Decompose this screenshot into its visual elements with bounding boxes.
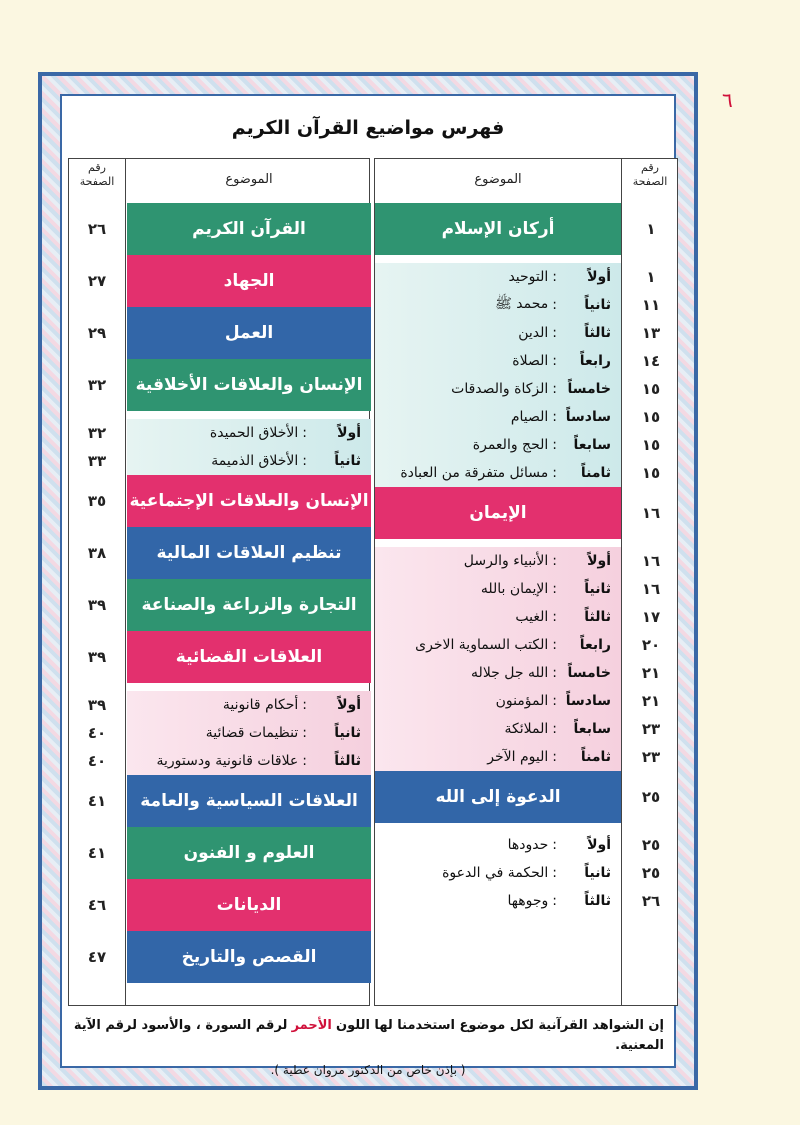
subtopic-title: الله جل جلاله [471,665,549,681]
page-number-cell: ٢٩ [87,324,107,342]
colon-separator: : [552,609,557,625]
section-title: القصص والتاريخ [181,947,317,967]
subtopic-row [375,347,621,375]
page-number-cell: ٤١ [87,844,107,862]
page-number-cell: ٣٢ [87,424,107,442]
ordinal-label: ثالثاً [334,753,361,769]
colon-separator: : [552,269,557,285]
section-heading [127,631,371,683]
credit-line: ( بإذن خاص من الدكتور مروان عطية ). [270,1063,466,1077]
colon-separator: : [552,581,557,597]
subtopic-title: الكتب السماوية الاخرى [415,637,549,653]
section-title: أركان الإسلام [441,219,555,239]
subtopic-title: المؤمنون [495,693,549,709]
page-number-cell: ٢٥ [641,788,661,806]
subtopic-row [375,575,621,603]
section-title: الجهاد [223,271,275,291]
page-number-cell: ١٣ [641,324,661,342]
page-number-cell: ٤٠ [87,752,107,770]
subtopic-row [375,859,621,887]
section-heading [127,475,371,527]
section-title: العلاقات القضائية [175,647,323,667]
section-heading [127,359,371,411]
subtopic-row [375,743,621,771]
page-number-cell: ١١ [641,296,661,314]
page-number-cell: ٤٠ [87,724,107,742]
page-number-cell: ١٧ [641,608,661,626]
subtopic-title: تنظيمات قضائية [205,725,299,741]
colon-separator: : [552,553,557,569]
page-number-cell: ٢٦ [87,220,107,238]
footer-text [72,1016,664,1056]
page-number-cell: ١٥ [641,464,661,482]
subtopic-row [375,715,621,743]
colon-separator: : [552,749,557,765]
section-heading [127,775,371,827]
subtopic-title: مسائل متفرقة من العبادة [400,465,549,481]
subtopic-title: الأخلاق الحميدة [209,425,299,441]
footer-note [62,1016,674,1080]
page-number-cell: ٢١ [641,692,661,710]
section-heading [375,203,621,255]
section-title: الإنسان والعلاقات الإجتماعية [129,491,369,511]
note-before: إن الشواهد القرآنية لكل موضوع استخدمنا لها اللون [336,1018,664,1033]
subtopic-row [127,447,371,475]
page-number-cell: ٤٧ [87,948,107,966]
subtopic-row [375,263,621,291]
subtopic-row [375,459,621,487]
section-heading [127,579,371,631]
subtopic-row [375,375,621,403]
section-heading [127,255,371,307]
ordinal-label: أولاً [337,697,361,713]
subtopic-row [127,691,371,719]
note-red-word: الأحمر [291,1018,332,1033]
subtopic-title: الحكمة في الدعوة [442,865,549,881]
colon-separator: : [552,325,557,341]
section-heading [375,487,621,539]
page-number-cell: ١٥ [641,436,661,454]
colon-separator: : [552,297,557,313]
page-number-cell: ٣٥ [87,492,107,510]
section-heading [127,203,371,255]
section-heading [127,931,371,983]
page-number-cell: ١٥ [641,380,661,398]
subtopic-row [375,831,621,859]
ordinal-label: ثانياً [584,865,611,881]
colon-separator: : [302,753,307,769]
subtopic-title: اليوم الآخر [487,749,549,765]
subtopic-title: أحكام قانونية [222,697,299,713]
page-number-cell: ٢٠ [641,636,661,654]
section-title: القرآن الكريم [192,219,306,239]
page-number-cell: ٣٨ [87,544,107,562]
ordinal-label: سابعاً [573,721,611,737]
section-heading [127,307,371,359]
page-title: فهرس مواضيع القرآن الكريم [231,117,505,139]
subtopic-row [127,719,371,747]
colon-separator: : [302,425,307,441]
subtopic-row [127,419,371,447]
note-after: لرقم السورة ، والأسود لرقم الآية المعنية. [73,1018,664,1053]
section-title: التجارة والزراعة والصناعة [141,595,357,615]
ordinal-label: أولاً [587,837,611,853]
page-number-cell: ٢٣ [641,748,661,766]
colon-separator: : [302,453,307,469]
page-number-cell: ٣٩ [87,596,107,614]
page-number-cell: ١٦ [641,580,661,598]
page-number-cell: ٢٣ [641,720,661,738]
subtopic-title: الأخلاق الذميمة [211,453,299,469]
subtopic-row [375,887,621,915]
ordinal-label: ثانياً [334,453,361,469]
colon-separator: : [302,697,307,713]
subtopic-title: وجوهها [507,893,549,909]
subtopic-row [375,687,621,715]
subtopic-title: الأنبياء والرسل [463,553,549,569]
section-title: الإيمان [469,503,527,523]
ordinal-label: أولاً [587,553,611,569]
ordinal-label: ثالثاً [584,893,611,909]
colon-separator: : [552,721,557,737]
ordinal-label: ثالثاً [584,325,611,341]
subtopic-row [375,403,621,431]
colon-separator: : [302,725,307,741]
ordinal-label: خامساً [567,665,611,681]
section-title: العلاقات السياسية والعامة [140,791,358,811]
ordinal-label: أولاً [337,425,361,441]
colon-separator: : [552,837,557,853]
section-heading [127,827,371,879]
ornamental-frame [38,72,698,1090]
section-title: الإنسان والعلاقات الأخلاقية [135,375,363,395]
section-title: تنظيم العلاقات المالية [156,543,342,563]
subtopic-title: الملائكة [504,721,549,737]
ordinal-label: ثامناً [580,749,611,765]
column-divider [621,159,622,1005]
page-number-cell: ٢٦ [641,892,661,910]
page-number-cell: ٢٧ [87,272,107,290]
subtopic-row [375,603,621,631]
subtopic-row [375,631,621,659]
ordinal-label: ثانياً [584,297,611,313]
ordinal-label: سادساً [565,693,611,709]
page-number-cell: ١ [646,220,656,238]
page-number-cell: ٤١ [87,792,107,810]
page-number-cell: ١٦ [641,504,661,522]
colon-separator: : [552,437,557,453]
page-number-cell: ٤٦ [87,896,107,914]
subtopic-row [127,747,371,775]
colon-separator: : [552,893,557,909]
page-number-header: رقم الصفحة [79,161,115,188]
page-number-cell: ١٦ [641,552,661,570]
ordinal-label: سادساً [565,409,611,425]
ordinal-label: أولاً [587,269,611,285]
section-title: العمل [224,323,274,343]
subtopic-title: علاقات قانونية ودستورية [156,753,299,769]
ordinal-label: خامساً [567,381,611,397]
ordinal-label: ثامناً [580,465,611,481]
section-heading [127,879,371,931]
column-divider [125,159,126,1005]
section-title: الديانات [216,895,282,915]
page-number-cell: ١٥ [641,408,661,426]
subtopic-title: الحج والعمرة [472,437,549,453]
subtopic-title: حدودها [507,837,549,853]
colon-separator: : [552,865,557,881]
colon-separator: : [552,693,557,709]
page-number: ٦ [722,88,733,112]
colon-separator: : [552,353,557,369]
page-number-cell: ٣٩ [87,696,107,714]
subtopic-title: الصلاة [512,353,549,369]
colon-separator: : [552,637,557,653]
subtopic-title: الزكاة والصدقات [451,381,549,397]
subtopic-title: الإيمان بالله [480,581,549,597]
page-number-cell: ٢٥ [641,836,661,854]
page-number-cell: ٢٥ [641,864,661,882]
page-number-cell: ٣٢ [87,376,107,394]
section-heading [375,771,621,823]
right-index-column [374,158,678,1006]
page-number-header: رقم الصفحة [632,161,668,188]
colon-separator: : [552,381,557,397]
page-number-cell: ٢١ [641,664,661,682]
topic-header: الموضوع [225,172,273,187]
subtopic-title: الغيب [515,609,549,625]
ordinal-label: ثانياً [584,581,611,597]
topic-header: الموضوع [474,172,522,187]
page-number-cell: ١٤ [641,352,661,370]
colon-separator: : [552,465,557,481]
colon-separator: : [552,665,557,681]
subtopic-row [375,291,621,319]
left-index-column [68,158,370,1006]
subtopic-row [375,319,621,347]
page-number-cell: ٣٩ [87,648,107,666]
ordinal-label: سابعاً [573,437,611,453]
subtopic-title: التوحيد [508,269,549,285]
subtopic-row [375,431,621,459]
ordinal-label: رابعاً [579,637,611,653]
page-number-cell: ١ [646,268,656,286]
subtopic-title: الصيام [510,409,549,425]
section-heading [127,527,371,579]
section-title: الدعوة إلى الله [435,787,561,807]
ordinal-label: ثالثاً [584,609,611,625]
colon-separator: : [552,409,557,425]
page-number-cell: ٣٣ [87,452,107,470]
subtopic-title: الدين [518,325,549,341]
subtopic-row [375,547,621,575]
ordinal-label: رابعاً [579,353,611,369]
section-title: العلوم و الفنون [183,843,315,863]
ordinal-label: ثانياً [334,725,361,741]
subtopic-row [375,659,621,687]
index-page [60,94,676,1077]
subtopic-title: محمد ﷺ [494,296,549,312]
